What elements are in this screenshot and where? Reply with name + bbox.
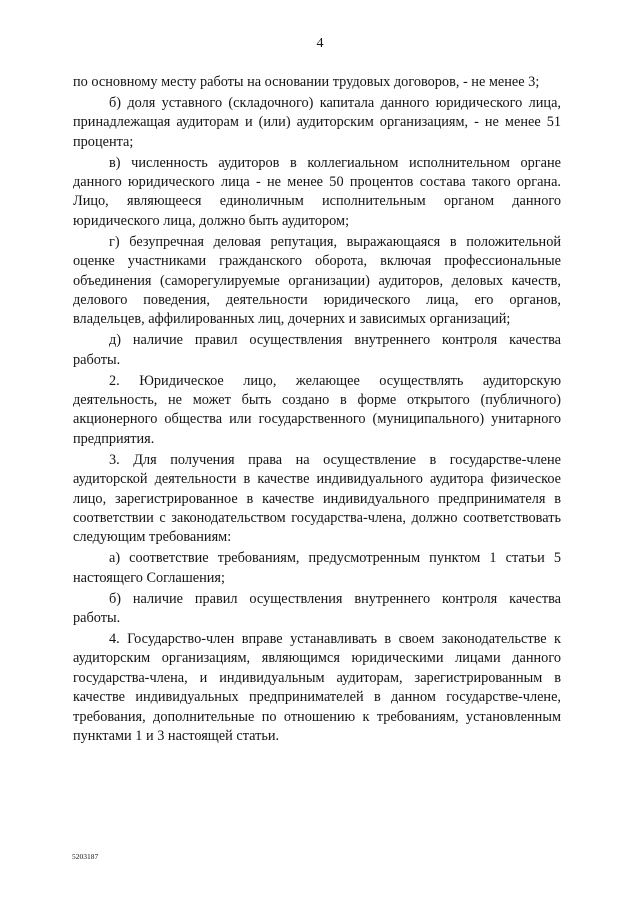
paragraph-item-v: в) численность аудиторов в коллегиальном исполнительном органе данного юридического лица - не менее 50 процентов состава такого органа. Лицо, являющееся единоличным исполнительным органом данного юридического лица, должно быть аудитором; xyxy=(73,154,561,229)
paragraph-item-b: б) доля уставного (складочного) капитала данного юридического лица, принадлежащая аудиторам и (или) аудиторским организациям, - не менее 51 процента; xyxy=(73,94,561,150)
paragraph-item-g: г) безупречная деловая репутация, выражающаяся в положительной оценке участниками гражданского оборота, включая профессиональные объединения (саморегулируемые организации) аудиторов, деловых качеств, делового поведения, деятельности юридического лица, его органов, владельцев, аффилированных лиц, дочерних и зависимых организаций; xyxy=(73,233,561,328)
paragraph-clause-3: 3. Для получения права на осуществление в государстве-члене аудиторской деятельности в качестве индивидуального аудитора физическое лицо, зарегистрированное в качестве индивидуального предпринимателя в соответствии с законодательством государства-члена, должно соответствовать следующим требованиям: xyxy=(73,451,561,546)
paragraph-item-d: д) наличие правил осуществления внутреннего контроля качества работы. xyxy=(73,332,561,368)
document-body xyxy=(73,73,561,748)
page-number: 4 xyxy=(316,36,324,51)
paragraph-clause-4: 4. Государство-член вправе устанавливать в своем законодательстве к аудиторским организациям, являющимся юридическими лицами данного государства-члена, и индивидуальным аудиторам, зарегистрированным в качестве индивидуальных предпринимателей в данном государстве-члене, требования, дополнительные по отношению к требованиям, установленным пунктами 1 и 3 настоящей статьи. xyxy=(73,630,561,744)
paragraph-continuation: по основному месту работы на основании трудовых договоров, - не менее 3; xyxy=(73,74,540,90)
paragraph-clause-2: 2. Юридическое лицо, желающее осуществлять аудиторскую деятельность, не может быть создано в форме открытого (публичного) акционерного общества или государственного (муниципального) унитарного предприятия. xyxy=(73,372,561,447)
document-code: 5203187 xyxy=(72,852,99,861)
paragraph-clause-3-item-b: б) наличие правил осуществления внутреннего контроля качества работы. xyxy=(73,590,561,626)
paragraph-clause-3-item-a: а) соответствие требованиям, предусмотренным пунктом 1 статьи 5 настоящего Соглашения; xyxy=(73,550,561,586)
